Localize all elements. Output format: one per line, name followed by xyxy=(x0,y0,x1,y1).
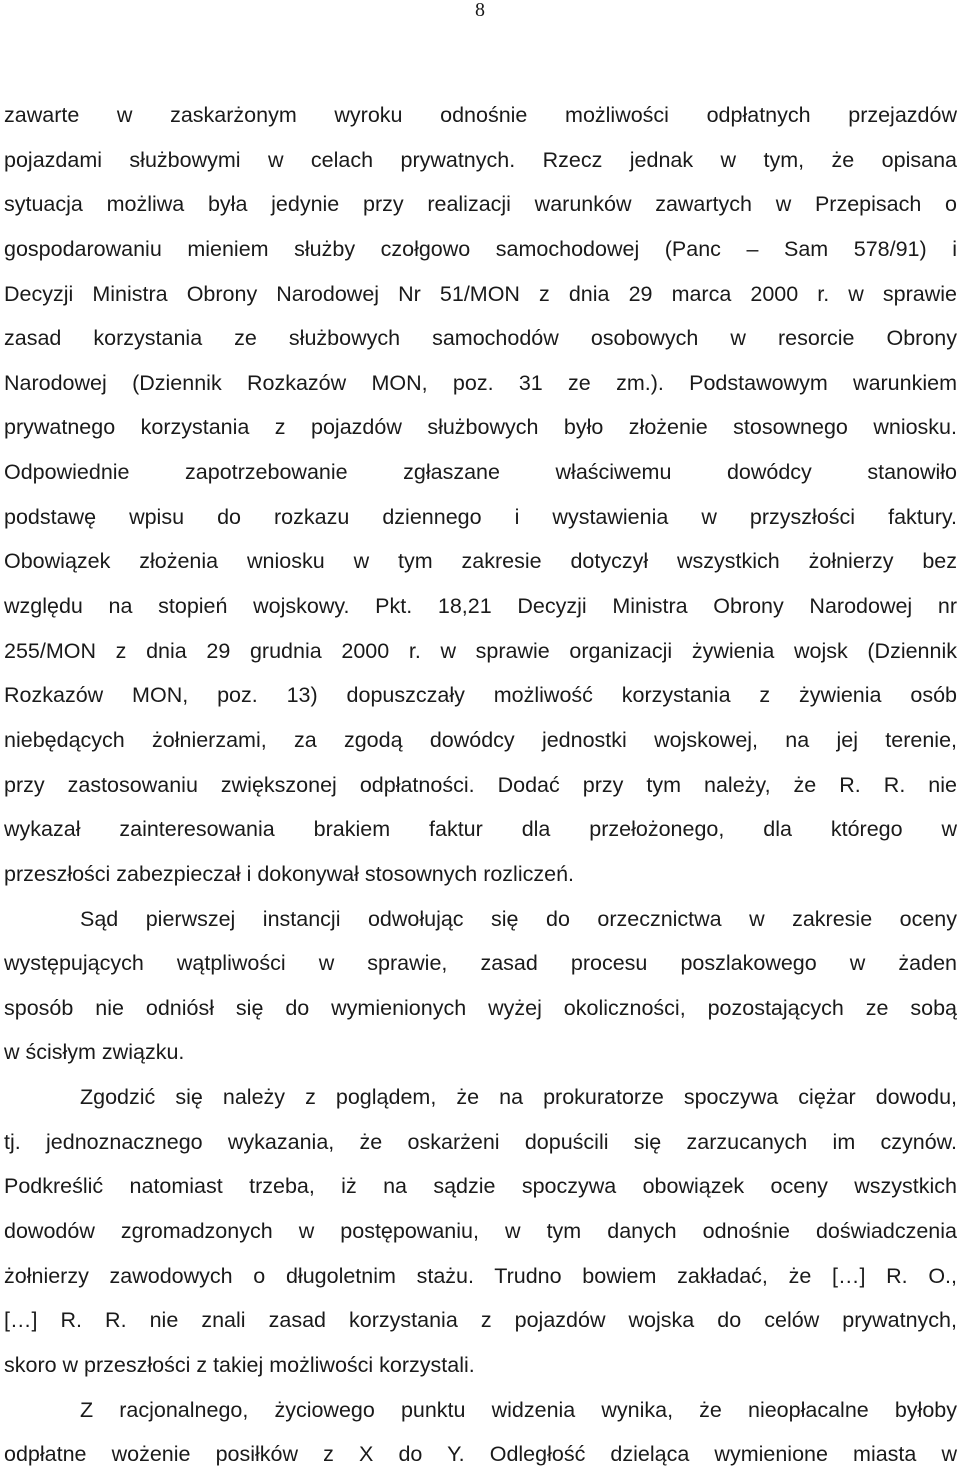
text-line: Z racjonalnego, życiowego punktu widzenia wynika, że nieopłacalne byłoby xyxy=(80,1397,957,1422)
text-line: wykazał zainteresowania brakiem faktur dla przełożonego, dla którego w xyxy=(4,817,957,842)
text-line: Zgodzić się należy z poglądem, że na prokuratorze spoczywa ciężar dowodu, xyxy=(80,1085,957,1110)
text-line: prywatnego korzystania z pojazdów służbowych było złożenie stosownego wniosku. xyxy=(4,415,957,440)
text-line: względu na stopień wojskowy. Pkt. 18,21 Decyzji Ministra Obrony Narodowej nr xyxy=(4,594,957,619)
text-line: zasad korzystania ze służbowych samochodów osobowych w resorcie Obrony xyxy=(4,326,957,351)
text-line: dowodów zgromadzonych w postępowaniu, w tym danych odnośnie doświadczenia xyxy=(4,1219,957,1244)
text-line: Sąd pierwszej instancji odwołując się do orzecznictwa w zakresie oceny xyxy=(80,906,957,931)
text-line: skoro w przeszłości z takiej możliwości korzystali. xyxy=(4,1352,475,1377)
text-line: sposób nie odniósł się do wymienionych wyżej okoliczności, pozostających ze sobą xyxy=(4,995,957,1020)
paragraph xyxy=(4,93,957,897)
text-line: odpłatne wożenie posiłków z X do Y. Odległość dzieląca wymienione miasta w xyxy=(4,1442,957,1467)
text-line: Rozkazów MON, poz. 13) dopuszczały możliwość korzystania z żywienia osób xyxy=(4,683,957,708)
text-line: przeszłości zabezpieczał i dokonywał stosownych rozliczeń. xyxy=(4,861,575,886)
text-line: przy zastosowaniu zwiększonej odpłatności. Dodać przy tym należy, że R. R. nie xyxy=(4,772,957,797)
text-line: […] R. R. nie znali zasad korzystania z pojazdów wojska do celów prywatnych, xyxy=(4,1308,957,1333)
text-line: występujących wątpliwości w sprawie, zasad procesu poszlakowego w żaden xyxy=(4,951,957,976)
text-line: Narodowej (Dziennik Rozkazów MON, poz. 31 ze zm.). Podstawowym warunkiem xyxy=(4,370,957,395)
text-line: sytuacja możliwa była jedynie przy realizacji warunków zawartych w Przepisach o xyxy=(4,192,957,217)
text-line: Podkreślić natomiast trzeba, iż na sądzie spoczywa obowiązek oceny wszystkich xyxy=(4,1174,957,1199)
text-line: niebędących żołnierzami, za zgodą dowódcy jednostki wojskowej, na jej terenie, xyxy=(4,727,957,752)
text-line: gospodarowaniu mieniem służby czołgowo samochodowej (Panc – Sam 578/91) i xyxy=(4,236,957,261)
paragraph xyxy=(4,1388,957,1477)
text-line: Odpowiednie zapotrzebowanie zgłaszane właściwemu dowódcy stanowiło xyxy=(4,460,957,485)
document-body xyxy=(4,93,957,1477)
text-line: Obowiązek złożenia wniosku w tym zakresie dotyczył wszystkich żołnierzy bez xyxy=(4,549,957,574)
text-line: w ścisłym związku. xyxy=(4,1040,185,1065)
paragraph xyxy=(4,1075,957,1387)
text-line: tj. jednoznacznego wykazania, że oskarżeni dopuścili się zarzucanych im czynów. xyxy=(4,1129,957,1154)
text-line: żołnierzy zawodowych o długoletnim stażu. Trudno bowiem zakładać, że […] R. O., xyxy=(4,1263,957,1288)
text-line: podstawę wpisu do rozkazu dziennego i wystawienia w przyszłości faktury. xyxy=(4,504,957,529)
text-line: 255/MON z dnia 29 grudnia 2000 r. w sprawie organizacji żywienia wojsk (Dziennik xyxy=(4,638,957,663)
text-line: Decyzji Ministra Obrony Narodowej Nr 51/MON z dnia 29 marca 2000 r. w sprawie xyxy=(4,281,957,306)
paragraph xyxy=(4,897,957,1076)
text-line: zawarte w zaskarżonym wyroku odnośnie możliwości odpłatnych przejazdów xyxy=(4,103,957,127)
page-number: 8 xyxy=(475,0,485,21)
text-line: pojazdami służbowymi w celach prywatnych. Rzecz jednak w tym, że opisana xyxy=(4,147,957,172)
